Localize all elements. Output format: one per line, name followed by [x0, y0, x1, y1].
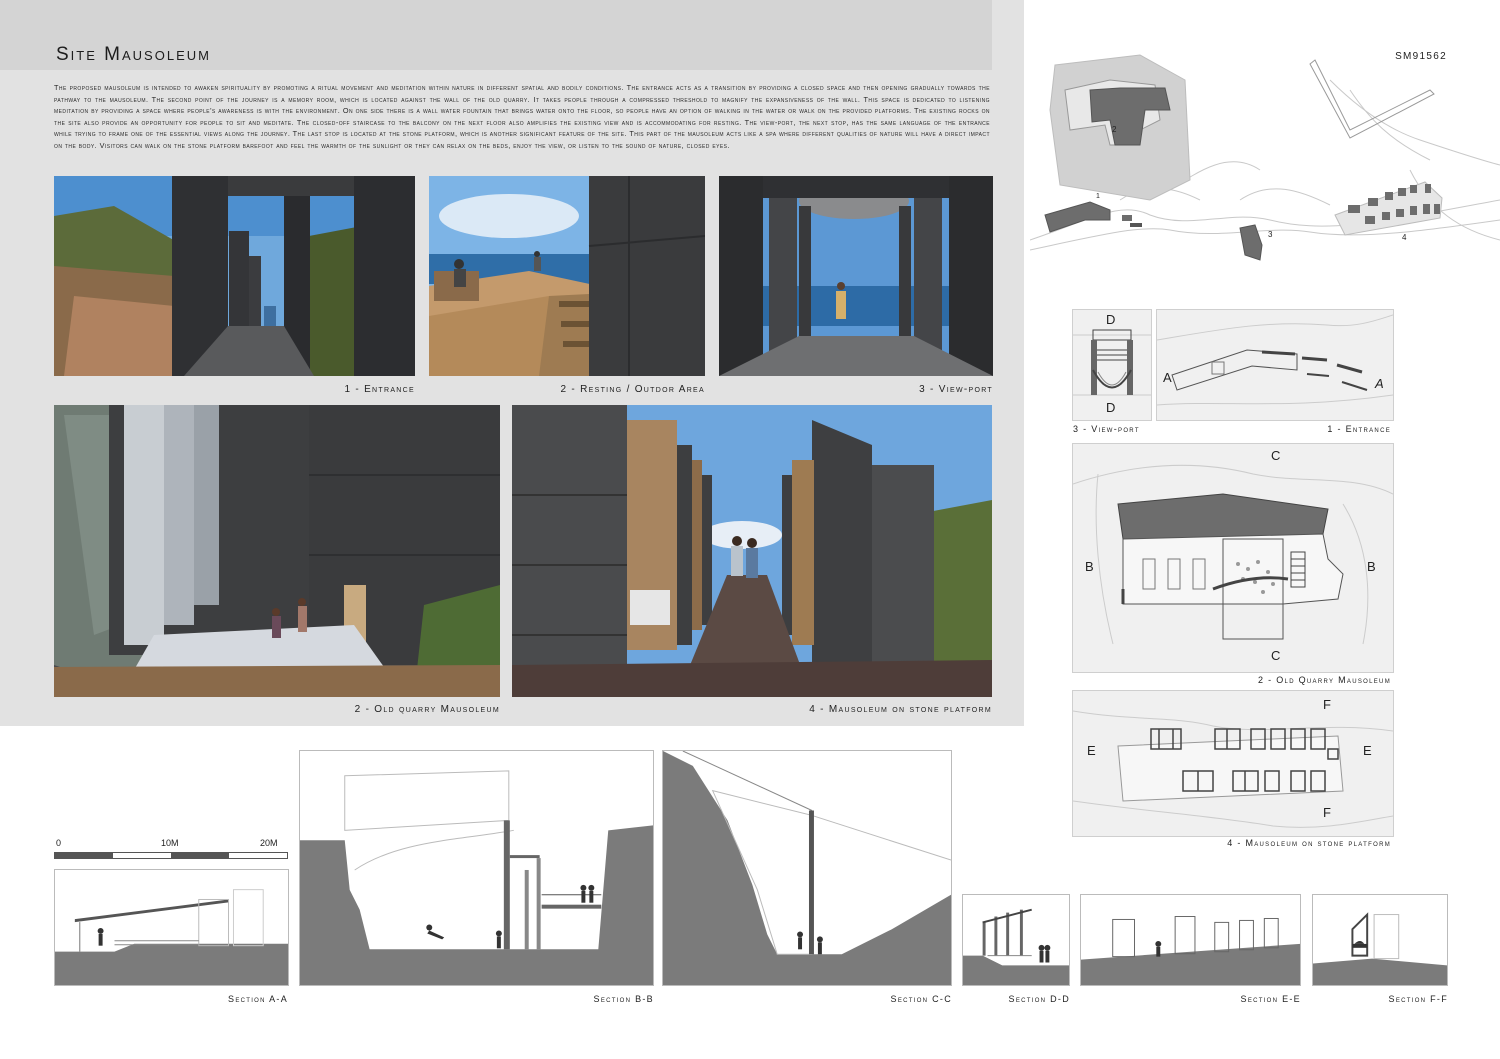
plan-quarry — [1072, 443, 1394, 673]
plan-entrance-cut-right: A — [1375, 376, 1384, 391]
render-quarry-caption: 2 - Old quarry Mausoleum — [354, 704, 500, 715]
plan-quarry-cut-top: C — [1271, 448, 1281, 463]
section-cc-caption: Section C-C — [890, 994, 952, 1004]
plan-platform-cut-bottom: F — [1323, 805, 1331, 820]
render-platform-image — [512, 405, 992, 697]
plan-viewport-caption: 3 - View-port — [1073, 424, 1140, 434]
section-cc-drawing — [662, 750, 952, 986]
section-dd-caption: Section D-D — [1008, 994, 1070, 1004]
project-description: The proposed mausoleum is intended to awaken spirituality by promoting a ritual movement and meditation within nature in different spatial and bodily conditions. The entrance acts as a transition by providing a closed space and then opening gradually towards the pathway to the mausoleum. The second point of the journey is a memory room, which is located against the wall of the old quarry. It takes people through a compressed threshold to magnify the expansiveness of the wall. This space is dedicated to listening meditation by providing a space where people's awareness is with the environment. On one side there is a wall water fountain that brings water onto the floor, so people have an option of walking in the water or walk on the provided platforms. The existing rocks on the site also provide an opportunity for people to sit and meditate. The closed-off staircase to the balcony on the next floor also amplifies the existing view and is accommodating for resting. The view-port, the next stop, has the same language of the entrance while trying to frame one of the essential views along the journey. The last stop is located at the stone platform, which is another significant feature of the site. This part of the mausoleum acts like a spa where different qualities of nature will have a direct impact on the body. Visitors can walk on the stone platform barefoot and feel the warmth of the sunlight or they can relax on the beds, enjoy the view, or listen to the sound of nature, closed eyes. — [54, 83, 990, 150]
section-aa-drawing — [54, 869, 289, 986]
render-entrance-caption: 1 - Entrance — [344, 384, 415, 395]
page-title: Site Mausoleum — [56, 44, 211, 65]
plan-platform — [1072, 690, 1394, 837]
render-viewport-image — [719, 176, 993, 376]
section-ee-caption: Section E-E — [1240, 994, 1301, 1004]
render-resting-image — [429, 176, 705, 376]
section-dd-drawing — [962, 894, 1070, 986]
plan-entrance-cut-left: A — [1163, 370, 1172, 385]
plan-viewport-cut-bottom: D — [1106, 400, 1116, 415]
section-bb-caption: Section B-B — [593, 994, 654, 1004]
plan-quarry-caption: 2 - Old Quarry Mausoleum — [1258, 675, 1391, 685]
plan-viewport — [1072, 309, 1152, 421]
plan-entrance-caption: 1 - Entrance — [1327, 424, 1391, 434]
section-aa-caption: Section A-A — [228, 994, 288, 1004]
section-ee-drawing — [1080, 894, 1301, 986]
scale-label-20m: 20M — [260, 838, 278, 848]
plan-viewport-cut-top: D — [1106, 312, 1116, 327]
site-plan — [1030, 50, 1500, 290]
plan-platform-cut-top: F — [1323, 697, 1331, 712]
scale-label-10m: 10M — [161, 838, 179, 848]
scale-label-0: 0 — [56, 838, 62, 848]
site-label-1: 1 — [1096, 193, 1100, 200]
scale-bar — [54, 838, 288, 860]
section-ff-caption: Section F-F — [1388, 994, 1448, 1004]
render-viewport-caption: 3 - View-port — [919, 384, 993, 395]
plan-platform-cut-left: E — [1087, 743, 1096, 758]
plan-platform-caption: 4 - Mausoleum on stone platform — [1227, 838, 1391, 848]
plan-quarry-cut-left: B — [1085, 559, 1094, 574]
render-resting-caption: 2 - Resting / Outdor Area — [560, 384, 705, 395]
render-platform-caption: 4 - Mausoleum on stone platform — [809, 704, 992, 715]
render-quarry-image — [54, 405, 500, 697]
site-label-2: 2 — [1112, 125, 1117, 134]
panel-extension — [992, 0, 1024, 70]
section-ff-drawing — [1312, 894, 1448, 986]
plan-entrance — [1156, 309, 1394, 421]
section-bb-drawing — [299, 750, 654, 986]
site-label-3: 3 — [1268, 230, 1273, 239]
plan-platform-cut-right: E — [1363, 743, 1372, 758]
render-entrance-image — [54, 176, 415, 376]
plan-quarry-cut-bottom: C — [1271, 648, 1281, 663]
site-label-4: 4 — [1402, 233, 1407, 242]
project-code: SM91562 — [1395, 51, 1447, 62]
plan-quarry-cut-right: B — [1367, 559, 1376, 574]
